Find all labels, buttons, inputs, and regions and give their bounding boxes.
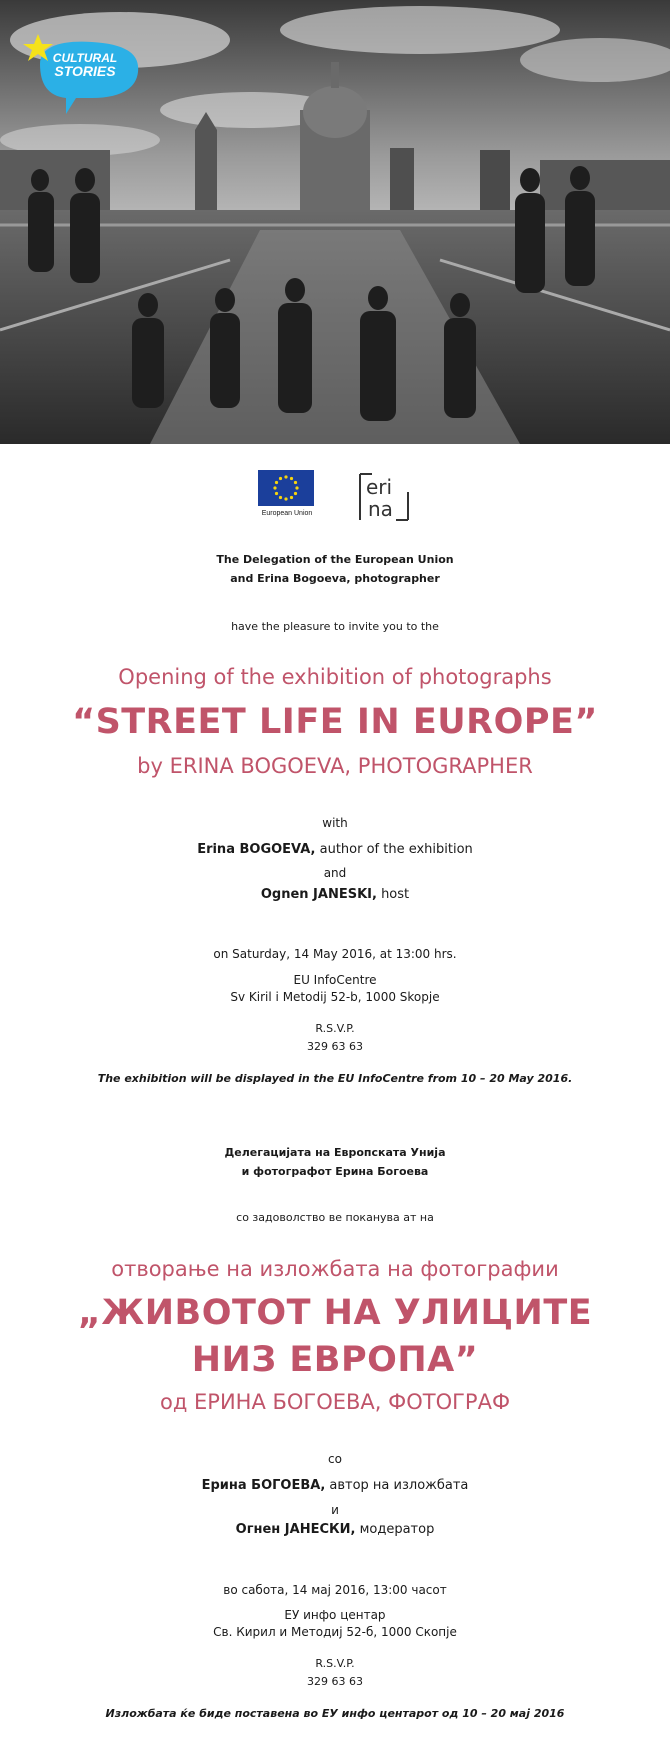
en-phone: 329 63 63: [307, 1040, 363, 1053]
svg-text:eri: eri: [366, 475, 393, 499]
mk-title-line2: НИЗ ЕВРОПА”: [191, 1340, 479, 1380]
en-rsvp: R.S.V.P.: [315, 1022, 355, 1035]
mk-address: Св. Кирил и Методиј 52-б, 1000 Скопје: [213, 1625, 457, 1639]
eu-caption: European Union: [261, 510, 313, 517]
mk-and: и: [331, 1503, 339, 1517]
mk-hosts-line2: и фотографот Ерина Богоева: [241, 1165, 429, 1178]
en-person2-name: Ognen JANESKI,: [260, 887, 377, 902]
mk-person1-name: Ерина БОГОЕВА,: [201, 1478, 326, 1493]
badge-line2: STORIES: [54, 63, 116, 79]
en-note: The exhibition will be displayed in the EU InfoCentre from 10 – 20 May 2016.: [97, 1072, 573, 1085]
mk-with: со: [328, 1452, 342, 1466]
mk-opening: отворање на изложбата на фотографии: [111, 1257, 559, 1281]
mk-hosts-line1: Делегацијата на Европската Унија: [224, 1146, 446, 1159]
mk-phone: 329 63 63: [307, 1675, 363, 1688]
mk-person2: [0, 1522, 670, 1537]
en-invite: have the pleasure to invite you to the: [231, 620, 439, 633]
en-opening: Opening of the exhibition of photographs: [118, 665, 552, 689]
en-person2-role: host: [376, 887, 410, 902]
eu-flag-icon: [258, 470, 314, 506]
mk-note: Изложбата ќе биде поставена во ЕУ инфо центарот од 10 – 20 мај 2016: [105, 1707, 565, 1720]
en-byline: by ERINA BOGOEVA, PHOTOGRAPHER: [137, 754, 533, 778]
mk-person2-role: модератор: [355, 1522, 435, 1537]
mk-person1: [0, 1478, 670, 1493]
svg-text:na: na: [368, 497, 393, 521]
en-with: with: [322, 816, 348, 830]
mk-invite: со задоволство ве поканува ат на: [236, 1211, 434, 1224]
erina-logo: [358, 472, 410, 522]
badge-line1: CULTURAL: [52, 51, 118, 65]
en-person1-role: author of the exhibition: [315, 842, 473, 857]
mk-byline: од ЕРИНА БОГОЕВА, ФОТОГРАФ: [159, 1390, 511, 1414]
en-hosts-line1: The Delegation of the European Union: [216, 553, 454, 566]
cultural-stories-logo: [22, 26, 152, 116]
sponsor-logos: [0, 470, 670, 526]
en-address: Sv Kiril i Metodij 52-b, 1000 Skopje: [230, 990, 440, 1004]
mk-venue: ЕУ инфо центар: [284, 1608, 386, 1622]
mk-person1-role: автор на изложбата: [325, 1478, 469, 1493]
en-person2: [0, 887, 670, 902]
mk-title-line1: „ЖИВОТОТ НА УЛИЦИТЕ: [77, 1293, 593, 1333]
en-date: on Saturday, 14 May 2016, at 13:00 hrs.: [213, 947, 457, 961]
mk-date: во сабота, 14 мај 2016, 13:00 часот: [223, 1583, 447, 1597]
en-person1: [0, 842, 670, 857]
en-title: “STREET LIFE IN EUROPE”: [72, 702, 598, 742]
en-person1-name: Erina BOGOEVA,: [197, 842, 316, 857]
en-venue: EU InfoCentre: [293, 973, 377, 987]
eu-logo: [258, 470, 316, 526]
en-and: and: [323, 866, 347, 880]
mk-rsvp: R.S.V.P.: [315, 1657, 355, 1670]
en-hosts-line2: and Erina Bogoeva, photographer: [230, 572, 440, 585]
mk-person2-name: Огнен ЈАНЕСКИ,: [235, 1522, 356, 1537]
